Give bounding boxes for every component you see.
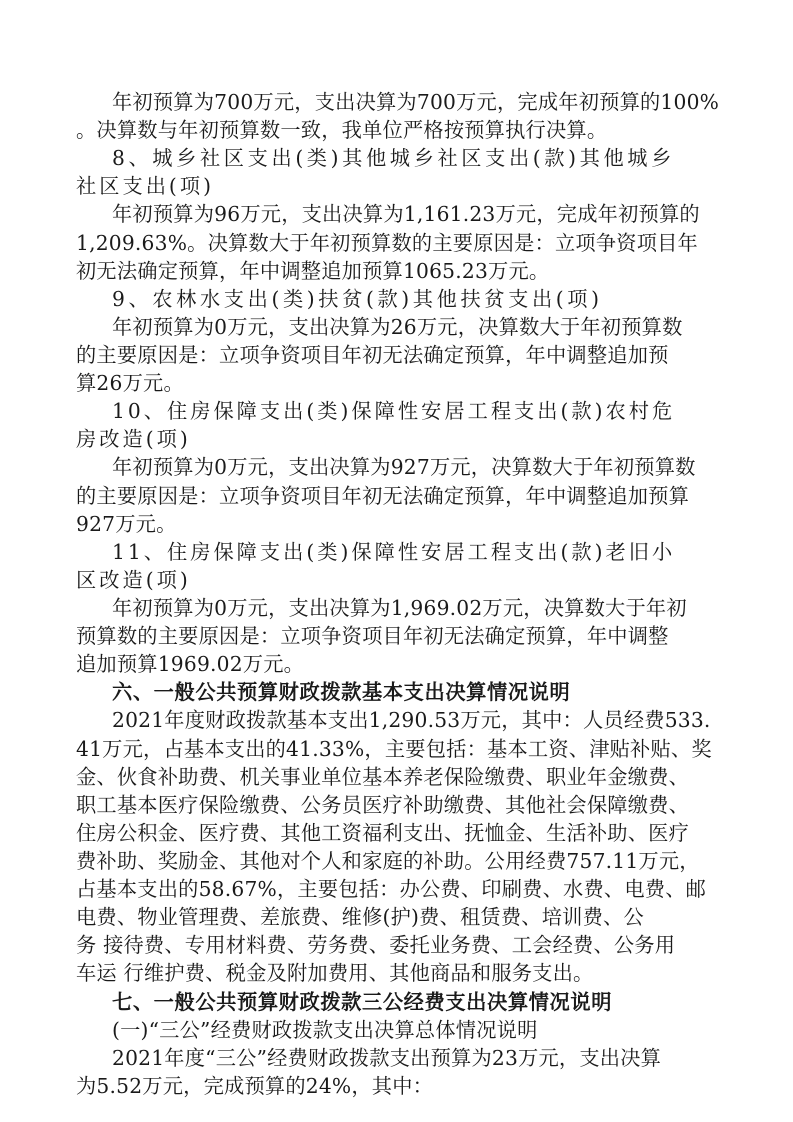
text-line: 预算数的主要原因是：立项争资项目年初无法确定预算，年中调整: [76, 624, 669, 649]
text-line: 1,209.63%。决算数大于年初预算数的主要原因是：立项争资项目年: [76, 230, 698, 255]
text-line: 占基本支出的58.67%，主要包括：办公费、印刷费、水费、电费、邮: [76, 877, 707, 902]
text-line: 年初预算为0万元，支出决算为927万元，决算数大于年初预算数: [112, 455, 696, 480]
text-line: 电费、物业管理费、差旅费、维修(护)费、租赁费、培训费、公: [76, 905, 644, 930]
section-heading: 六、一般公共预算财政拨款基本支出决算情况说明: [112, 680, 571, 705]
text-line: 10、住房保障支出(类)保障性安居工程支出(款)农村危: [112, 399, 676, 424]
text-line: 职工基本医疗保险缴费、公务员医疗补助缴费、其他社会保障缴费、: [76, 792, 690, 817]
text-line: 年初预算为700万元，支出决算为700万元，完成年初预算的100%: [112, 90, 720, 114]
text-line: 11、住房保障支出(类)保障性安居工程支出(款)老旧小: [112, 539, 676, 564]
text-line: 9、农林水支出(类)扶贫(款)其他扶贫支出(项): [112, 286, 603, 311]
text-line: 为5.52万元，完成预算的24%，其中：: [76, 1073, 434, 1098]
text-line: 务 接待费、专用材料费、劳务费、委托业务费、工会经费、公务用: [76, 933, 676, 958]
text-line: 2021年度“三公”经费财政拨款支出预算为23万元，支出决算: [112, 1045, 662, 1070]
text-line: 年初预算为96万元，支出决算为1,161.23万元，完成年初预算的: [112, 202, 700, 227]
text-line: 住房公积金、医疗费、其他工资福利支出、抚恤金、生活补助、医疗: [76, 820, 690, 845]
text-line: 房改造(项): [76, 427, 191, 452]
text-line: 927万元。: [76, 511, 177, 536]
text-line: 初无法确定预算，年中调整追加预算1065.23万元。: [76, 258, 550, 283]
text-line: 年初预算为0万元，支出决算为1,969.02万元，决算数大于年初: [112, 596, 687, 620]
text-line: 41万元，占基本支出的41.33%，主要包括：基本工资、津贴补贴、奖: [76, 736, 712, 761]
text-line: 区改造(项): [76, 567, 191, 592]
text-line: 。决算数与年初预算数一致，我单位严格按预算执行决算。: [76, 118, 608, 143]
text-line: (一)“三公”经费财政拨款支出决算总体情况说明: [112, 1017, 538, 1042]
text-line: 金、伙食补助费、机关事业单位基本养老保险缴费、职业年金缴费、: [76, 764, 690, 789]
text-line: 社区支出(项): [76, 174, 214, 199]
text-line: 2021年度财政拨款基本支出1,290.53万元，其中：人员经费533.: [112, 708, 711, 733]
text-line: 年初预算为0万元，支出决算为26万元，决算数大于年初预算数: [112, 314, 683, 339]
text-line: 的主要原因是：立项争资项目年初无法确定预算，年中调整追加预: [76, 343, 669, 367]
text-line: 车运 行维护费、税金及附加费用、其他商品和服务支出。: [76, 961, 594, 986]
text-line: 8、城乡社区支出(类)其他城乡社区支出(款)其他城乡: [112, 146, 675, 171]
text-line: 的主要原因是：立项争资项目年初无法确定预算，年中调整追加预算: [76, 483, 690, 508]
text-line: 算26万元。: [76, 371, 184, 396]
section-heading: 七、一般公共预算财政拨款三公经费支出决算情况说明: [112, 989, 613, 1014]
text-line: 追加预算1969.02万元。: [76, 652, 305, 677]
text-line: 费补助、奖励金、其他对个人和家庭的补助。公用经费757.11万元，: [76, 849, 700, 873]
